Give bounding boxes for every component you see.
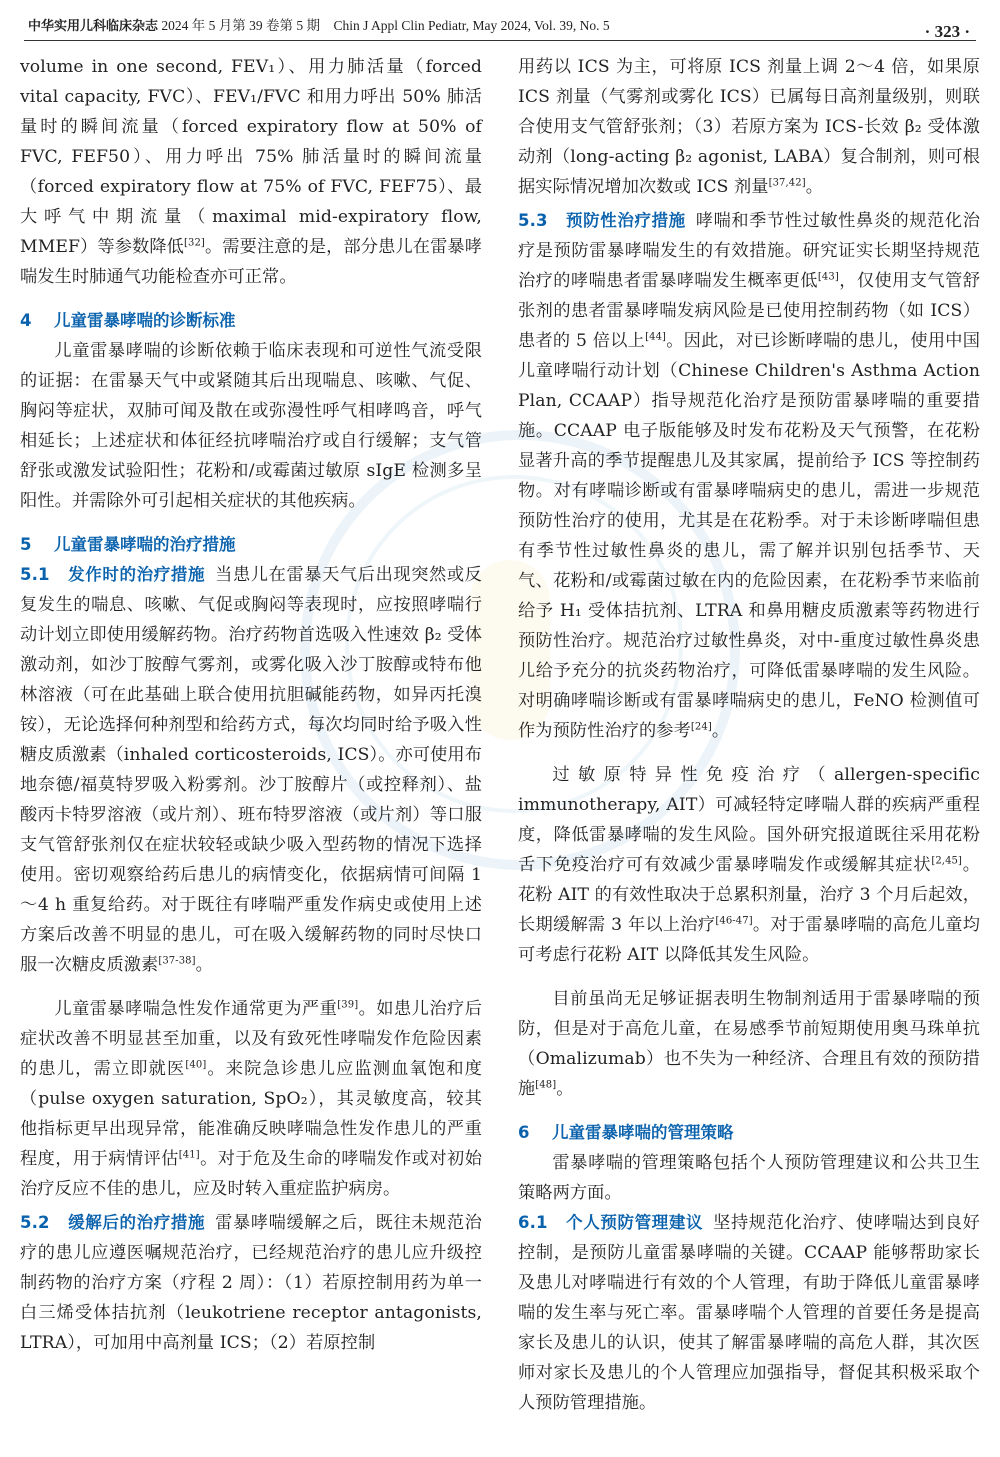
citation: [41] bbox=[178, 1149, 200, 1161]
paragraph: 儿童雷暴哮喘急性发作通常更为严重[39]。如患儿治疗后症状改善不明显甚至加重，以及有致死性哮喘发作危险因素的患儿，需立即就医[40]。来院急诊患儿应监测血氧饱和度（pulse oxygen saturation, SpO₂），其灵敏度高，较其他指标更早出现异常，能准确反映哮喘急性发作患儿的严重程度，用于病情评估[41]。对于危及生命的哮喘发作或对初始治疗反应不佳的患儿，应及时转入重症监护病房。 bbox=[20, 999, 483, 1199]
citation: [48] bbox=[535, 1079, 557, 1091]
paragraph: 目前虽尚无足够证据表明生物制剂适用于雷暴哮喘的预防，但是对于高危儿童，在易感季节前短期使用奥马珠单抗（Omalizumab）也不失为一种经济、合理且有效的预防措施[48]。 bbox=[518, 989, 980, 1099]
running-header bbox=[28, 14, 610, 34]
citation: [24] bbox=[690, 721, 712, 733]
paragraph: volume in one second, FEV₁）、用力肺活量（forced vital capacity, FVC）、FEV₁/FVC 和用力呼出 50% 肺活量时的瞬间流量（forced expiratory flow at 50% of FVC, FEF50）、用力呼出 75% 肺活量时的瞬间流量（forced expiratory flow at 75% of FVC, FEF75）、最大呼气中期流量（maximal mid-expiratory flow, MMEF）等参数降低[32]。需要注意的是，部分患儿在雷暴哮喘发生时肺通气功能检查亦可正常。 bbox=[20, 57, 482, 287]
citation: [39] bbox=[337, 999, 359, 1011]
citation: [46-47] bbox=[715, 915, 753, 927]
citation: [37,42] bbox=[768, 177, 806, 189]
section-heading-4: 4 儿童雷暴哮喘的诊断标准 bbox=[20, 311, 236, 330]
citation: [44] bbox=[645, 331, 667, 343]
paragraph: 过敏原特异性免疫治疗（allergen-specific immunotherapy, AIT）可减轻特定哮喘人群的疾病严重程度，降低雷暴哮喘的发生风险。国外研究报道既往采用花粉舌下免疫治疗可有效减少雷暴哮喘发作或缓解其症状[2,45]。花粉 AIT 的有效性取决于总累积剂量，治疗 3 个月后起效，长期缓解需 3 年以上治疗[46-47]。对于雷暴哮喘的高危儿童均可考虑行花粉 AIT 以降低其发生风险。 bbox=[518, 765, 980, 965]
citation: [43] bbox=[817, 271, 839, 283]
citation: [37-38] bbox=[158, 955, 196, 967]
section-heading-5: 5 儿童雷暴哮喘的治疗措施 bbox=[20, 535, 236, 554]
left-column bbox=[20, 52, 482, 1358]
paragraph: 用药以 ICS 为主，可将原 ICS 剂量上调 2～4 倍，如果原 ICS 剂量（气雾剂或雾化 ICS）已属每日高剂量级别，则联合使用支气管舒张剂；（3）若原方案为 ICS-长效 β₂ 受体激动剂（long-acting β₂ agonist, LABA）复合制剂，则可根据实际情况增加次数或 ICS 剂量[37,42]。 bbox=[518, 57, 980, 197]
paragraph: 6.1 个人预防管理建议 坚持规范化治疗、使哮喘达到良好控制，是预防儿童雷暴哮喘的关键。CCAAP 能够帮助家长及患儿对哮喘进行有效的个人管理，有助于降低儿童雷暴哮喘的发生率与死亡率。雷暴哮喘个人管理的首要任务是提高家长及患儿的认识，使其了解雷暴哮喘的高危人群，其次医师对家长及患儿的个人管理应加强指导，督促其积极采取个人预防管理措施。 bbox=[518, 1213, 980, 1413]
citation: [40] bbox=[185, 1059, 207, 1071]
header-rule bbox=[24, 40, 976, 41]
journal-name-cn: 中华实用儿科临床杂志 bbox=[28, 19, 159, 34]
page-number: · 323 · bbox=[924, 22, 970, 41]
subsection-heading-5-1: 5.1 发作时的治疗措施 bbox=[20, 565, 206, 584]
section-heading-6: 6 儿童雷暴哮喘的管理策略 bbox=[518, 1123, 734, 1142]
subsection-heading-5-3: 5.3 预防性治疗措施 bbox=[518, 211, 686, 230]
issue-info-cn: 2024 年 5 月第 39 卷第 5 期 bbox=[161, 18, 321, 33]
subsection-heading-6-1: 6.1 个人预防管理建议 bbox=[518, 1213, 704, 1232]
journal-name-en: Chin J Appl Clin Pediatr, May 2024, Vol. 39, No. 5 bbox=[333, 18, 610, 33]
citation: [32] bbox=[184, 237, 205, 249]
paragraph: 雷暴哮喘的管理策略包括个人预防管理建议和公共卫生策略两方面。 bbox=[518, 1153, 980, 1203]
citation: [2,45] bbox=[931, 855, 963, 867]
paragraph: 儿童雷暴哮喘的诊断依赖于临床表现和可逆性气流受限的证据：在雷暴天气中或紧随其后出现喘息、咳嗽、气促、胸闷等症状，双肺可闻及散在或弥漫性呼气相哮鸣音，呼气相延长；上述症状和体征经抗哮喘治疗或自行缓解；支气管舒张或激发试验阳性；花粉和/或霉菌过敏原 sIgE 检测多呈阳性。并需除外可引起相关症状的其他疾病。 bbox=[20, 341, 482, 511]
paragraph: 5.1 发作时的治疗措施 当患儿在雷暴天气后出现突然或反复发生的喘息、咳嗽、气促或胸闷等表现时，应按照哮喘行动计划立即使用缓解药物。治疗药物首选吸入性速效 β₂ 受体激动剂，如沙丁胺醇气雾剂，或雾化吸入沙丁胺醇或特布他林溶液（可在此基础上联合使用抗胆碱能药物，如异丙托溴铵），无论选择何种剂型和给药方式，每次均同时给予吸入性糖皮质激素（inhaled corticosteroids, ICS）。亦可使用布地奈德/福莫特罗吸入粉雾剂。沙丁胺醇片（或控释剂）、盐酸丙卡特罗溶液（或片剂）、班布特罗溶液（或片剂）等口服支气管舒张剂仅在症状较轻或缺少吸入型药物的情况下选择使用。密切观察给药后患儿的病情变化，依据病情可间隔 1～4 h 重复给药。对于既往有哮喘严重发作病史或使用上述方案后改善不明显的患儿，可在吸入缓解药物的同时尽快口服一次糖皮质激素[37-38]。 bbox=[20, 565, 482, 975]
paragraph: 5.2 缓解后的治疗措施 雷暴哮喘缓解之后，既往未规范治疗的患儿应遵医嘱规范治疗，已经规范治疗的患儿应升级控制药物的治疗方案（疗程 2 周）：（1）若原控制用药为单一白三烯受体拮抗剂（leukotriene receptor antagonists, LTRA），可加用中高剂量 ICS；（2）若原控制 bbox=[20, 1213, 482, 1353]
subsection-heading-5-2: 5.2 缓解后的治疗措施 bbox=[20, 1213, 206, 1232]
paragraph: 5.3 预防性治疗措施 哮喘和季节性过敏性鼻炎的规范化治疗是预防雷暴哮喘发生的有效措施。研究证实长期坚持规范治疗的哮喘患者雷暴哮喘发生概率更低[43]，仅使用支气管舒张剂的患者雷暴哮喘发病风险是已使用控制药物（如 ICS）患者的 5 倍以上[44]。因此，对已诊断哮喘的患儿，使用中国儿童哮喘行动计划（Chinese Children's Asthma Action Plan, CCAAP）指导规范化治疗是预防雷暴哮喘的重要措施。CCAAP 电子版能够及时发布花粉及天气预警，在花粉显著升高的季节提醒患儿及其家属，提前给予 ICS 等控制药物。对有哮喘诊断或有雷暴哮喘病史的患儿，需进一步规范预防性治疗的使用，尤其是在花粉季。对于未诊断哮喘但患有季节性过敏性鼻炎的患儿，需了解并识别包括季节、天气、花粉和/或霉菌过敏在内的危险因素，在花粉季节来临前给予 H₁ 受体拮抗剂、LTRA 和鼻用糖皮质激素等药物进行预防性治疗。规范治疗过敏性鼻炎，对中-重度过敏性鼻炎患儿给予充分的抗炎药物治疗，可降低雷暴哮喘的发生风险。对明确哮喘诊断或有雷暴哮喘病史的患儿，FeNO 检测值可作为预防性治疗的参考[24]。 bbox=[518, 211, 981, 741]
right-column bbox=[518, 52, 980, 1418]
